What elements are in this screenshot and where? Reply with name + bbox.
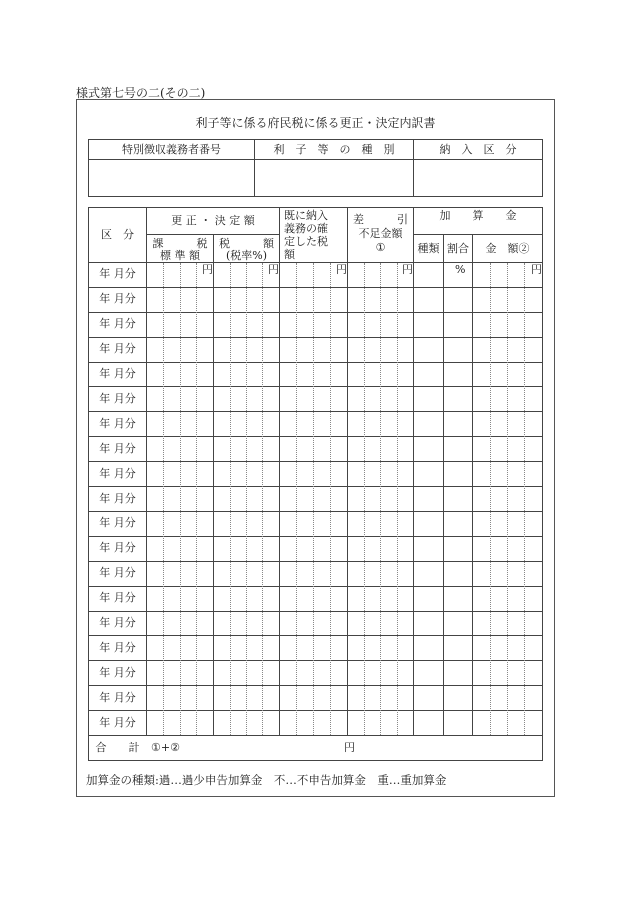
row-month-label: 年 月分 — [99, 566, 136, 579]
unit-yen-already-paid: 円 — [336, 263, 347, 276]
document-title: 利子等に係る府民税に係る更正・決定内訳書 — [195, 116, 436, 130]
header-shortfall-2: 不足金額 — [358, 227, 403, 240]
withholder-number-field[interactable] — [89, 160, 254, 196]
row-month-label: 年 月分 — [99, 666, 136, 679]
row-month-label: 年 月分 — [99, 367, 136, 380]
header-taxable-1: 課 税 — [152, 237, 208, 250]
header-additional-amount: 金 額② — [485, 242, 530, 255]
total-formula: ①+② — [151, 741, 180, 754]
row-month-label: 年 月分 — [99, 716, 136, 729]
header-tax-amount-1: 税 額 — [219, 237, 274, 250]
header-already-paid-2: 義務の確 — [284, 222, 328, 235]
header-correction-amount: 更 正 ・ 決 定 額 — [171, 214, 255, 227]
row-month-label: 年 月分 — [99, 591, 136, 604]
header-interest-type: 利 子 等 の 種 別 — [273, 143, 395, 156]
unit-yen-additional: 円 — [531, 263, 542, 276]
header-withholder-number: 特別徴収義務者番号 — [122, 143, 221, 156]
header-already-paid-3: 定した税 — [284, 235, 328, 248]
header-additional-type: 種類 — [417, 242, 440, 255]
payment-category-field[interactable] — [414, 160, 542, 196]
header-kubun: 区 分 — [101, 228, 134, 241]
unit-percent: % — [455, 263, 466, 276]
unit-yen-tax: 円 — [268, 263, 279, 276]
row-month-label: 年 月分 — [99, 392, 136, 405]
header-already-paid-1: 既に納入 — [284, 209, 328, 222]
row-month-label: 年 月分 — [99, 442, 136, 455]
footnote-additional-tax-types: 加算金の種類:過…過少申告加算金 不…不申告加算金 重…重加算金 — [86, 773, 447, 787]
header-taxable-2: 標 準 額 — [160, 249, 200, 262]
form-frame — [76, 99, 555, 797]
unit-yen-taxable: 円 — [202, 263, 213, 276]
header-additional-tax: 加 算 金 — [439, 209, 517, 222]
header-shortfall-1: 差 引 — [353, 213, 408, 226]
row-month-label: 年 月分 — [99, 417, 136, 430]
row-month-label: 年 月分 — [99, 616, 136, 629]
total-unit-yen: 円 — [344, 741, 355, 754]
row-month-label: 年 月分 — [99, 317, 136, 330]
row-month-label: 年 月分 — [99, 342, 136, 355]
row-month-label: 年 月分 — [99, 541, 136, 554]
header-additional-rate: 割合 — [447, 242, 469, 255]
total-label: 合 計 — [95, 741, 140, 754]
interest-type-field[interactable] — [255, 160, 413, 196]
row-month-label: 年 月分 — [99, 467, 136, 480]
row-month-label: 年 月分 — [99, 292, 136, 305]
unit-yen-shortfall: 円 — [402, 263, 413, 276]
form-number-label: 様式第七号の二(その二) — [76, 86, 206, 100]
row-month-label: 年 月分 — [99, 492, 136, 505]
header-tax-rate: (税率%) — [225, 249, 268, 262]
row-month-label: 年 月分 — [99, 691, 136, 704]
row-month-label: 年 月分 — [99, 641, 136, 654]
row-month-label: 年 月分 — [99, 516, 136, 529]
header-shortfall-mark: ① — [375, 241, 386, 254]
header-already-paid-4: 額 — [284, 248, 295, 261]
row-month-label: 年 月分 — [99, 267, 136, 280]
header-payment-category: 納 入 区 分 — [439, 143, 517, 156]
